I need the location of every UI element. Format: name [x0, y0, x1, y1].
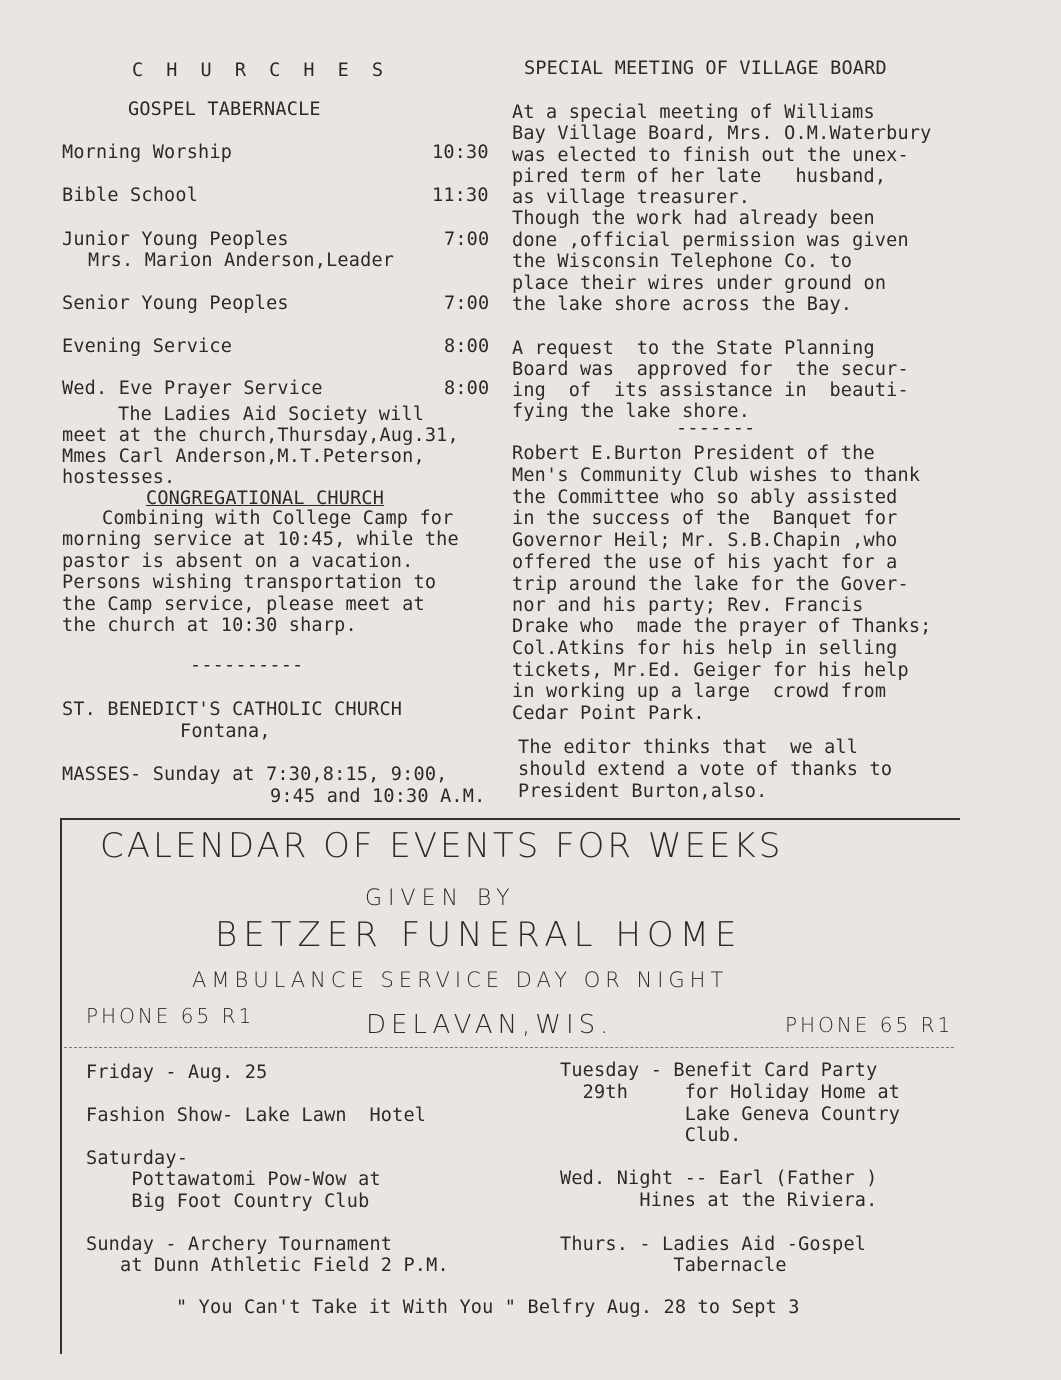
- event-line: Big Foot Country Club: [86, 1191, 370, 1212]
- event-line: Fashion Show- Lake Lawn Hotel: [86, 1105, 427, 1126]
- calendar-title: CALENDAR OF EVENTS FOR WEEKS: [100, 826, 784, 866]
- congregational-line: the Camp service, please meet at: [62, 594, 425, 615]
- board-line: Col.Atkins for his help in selling: [512, 638, 898, 659]
- board-line: At a special meeting of Williams: [512, 102, 875, 123]
- board-line: Bay Village Board, Mrs. O.M.Waterbury: [512, 123, 932, 144]
- congregational-line: Persons wishing transportation to: [62, 572, 437, 593]
- masses-line: 9:45 and 10:30 A.M.: [270, 786, 486, 807]
- aid-society-line: hostesses.: [62, 467, 176, 488]
- board-line: was elected to finish out the unex-: [512, 145, 909, 166]
- board-line: should extend a vote of thanks to: [518, 759, 893, 780]
- board-line: in the success of the Banquet for: [512, 508, 898, 529]
- schedule-name: Bible School: [62, 185, 199, 206]
- churches-header: C H U R C H E S: [132, 60, 390, 81]
- congregational-line: the church at 10:30 sharp.: [62, 615, 357, 636]
- congregational-title: CONGREGATIONAL CHURCH: [146, 488, 385, 509]
- board-line: in working up a large crowd from: [512, 681, 887, 702]
- city: DELAVAN,WIS.: [366, 1010, 614, 1040]
- aid-society-line: meet at the church,Thursday,Aug.31,: [62, 425, 459, 446]
- phone-left: PHONE 65 R1: [86, 1004, 255, 1028]
- tabernacle-title: GOSPEL TABERNACLE: [128, 99, 321, 120]
- schedule-time: 8:00: [444, 336, 490, 357]
- board-line: as village treasurer.: [512, 187, 751, 208]
- event-line: Pottawatomi Pow-Wow at: [86, 1169, 381, 1190]
- board-line: fying the lake shore.: [512, 401, 751, 422]
- junior-leader: Mrs. Marion Anderson,Leader: [88, 250, 395, 271]
- board-line: offered the use of his yacht for a: [512, 552, 898, 573]
- event-line: Saturday-: [86, 1148, 189, 1169]
- board-line: Drake who made the prayer of Thanks;: [512, 616, 932, 637]
- event-line: Wed. Night -- Earl (Father ): [560, 1168, 878, 1189]
- board-line: the Committee who so ably assisted: [512, 487, 898, 508]
- masses-line: MASSES- Sunday at 7:30,8:15, 9:00,: [62, 764, 448, 785]
- congregational-line: morning service at 10:45, while the: [62, 529, 459, 550]
- schedule-name: Morning Worship: [62, 142, 233, 163]
- board-line: the lake shore across the Bay.: [512, 294, 853, 315]
- st-benedict-place: Fontana,: [180, 721, 271, 742]
- congregational-line: pastor is absent on a vacation.: [62, 551, 414, 572]
- event-line: Sunday - Archery Tournament: [86, 1234, 393, 1255]
- board-line: trip around the lake for the Gover-: [512, 574, 909, 595]
- divider-line: [64, 1047, 954, 1048]
- event-line: Club.: [560, 1125, 742, 1146]
- congregational-line: Combining with College Camp for: [102, 508, 454, 529]
- schedule-time: 8:00: [444, 378, 490, 399]
- board-line: President Burton,also.: [518, 781, 768, 802]
- event-line: at Dunn Athletic Field 2 P.M.: [86, 1255, 449, 1276]
- event-line: Tabernacle: [560, 1255, 787, 1276]
- schedule-name: Wed. Eve Prayer Service: [62, 378, 323, 399]
- schedule-time: 10:30: [432, 142, 489, 163]
- event-line: Tuesday - Benefit Card Party: [560, 1060, 878, 1081]
- event-line: Thurs. - Ladies Aid -Gospel: [560, 1234, 867, 1255]
- board-line: pired term of her late husband,: [512, 166, 887, 187]
- board-line: Cedar Point Park.: [512, 703, 705, 724]
- divider: -------: [676, 418, 756, 439]
- phone-right: PHONE 65 R1: [785, 1013, 954, 1037]
- business-name: BETZER FUNERAL HOME: [215, 915, 743, 955]
- village-board-header: SPECIAL MEETING OF VILLAGE BOARD: [524, 58, 887, 79]
- schedule-name: Junior Young Peoples: [62, 229, 289, 250]
- schedule-time: 7:00: [444, 293, 490, 314]
- board-line: A request to the State Planning: [512, 338, 875, 359]
- board-line: tickets, Mr.Ed. Geiger for his help: [512, 660, 909, 681]
- event-line: Lake Geneva Country: [560, 1104, 901, 1125]
- footer-line: " You Can't Take it With You " Belfry Aug. 28 to Sept 3: [176, 1297, 800, 1318]
- aid-society-line: The Ladies Aid Society will: [118, 404, 425, 425]
- board-line: Men's Community Club wishes to thank: [512, 465, 921, 486]
- board-line: done ,official permission was given: [512, 230, 909, 251]
- board-line: place their wires under ground on: [512, 273, 887, 294]
- schedule-time: 7:00: [444, 229, 490, 250]
- board-line: Robert E.Burton President of the: [512, 443, 875, 464]
- board-line: ing of its assistance in beauti-: [512, 380, 909, 401]
- event-line: 29th for Holiday Home at: [560, 1082, 901, 1103]
- st-benedict-title: ST. BENEDICT'S CATHOLIC CHURCH: [62, 699, 403, 720]
- board-line: Though the work had already been: [512, 208, 875, 229]
- schedule-time: 11:30: [432, 185, 489, 206]
- schedule-name: Evening Service: [62, 336, 233, 357]
- board-line: Governor Heil; Mr. S.B.Chapin ,who: [512, 530, 898, 551]
- event-line: Hines at the Riviera.: [560, 1190, 878, 1211]
- ambulance-service: AMBULANCE SERVICE DAY OR NIGHT: [192, 968, 729, 992]
- board-line: the Wisconsin Telephone Co. to: [512, 251, 853, 272]
- schedule-name: Senior Young Peoples: [62, 293, 289, 314]
- given-by: GIVEN BY: [365, 886, 516, 911]
- event-line: Friday - Aug. 25: [86, 1062, 268, 1083]
- board-line: Board was approved for the secur-: [512, 359, 909, 380]
- board-line: nor and his party; Rev. Francis: [512, 595, 864, 616]
- board-line: The editor thinks that we all: [518, 737, 859, 758]
- aid-society-line: Mmes Carl Anderson,M.T.Peterson,: [62, 446, 425, 467]
- divider: ----------: [190, 655, 304, 676]
